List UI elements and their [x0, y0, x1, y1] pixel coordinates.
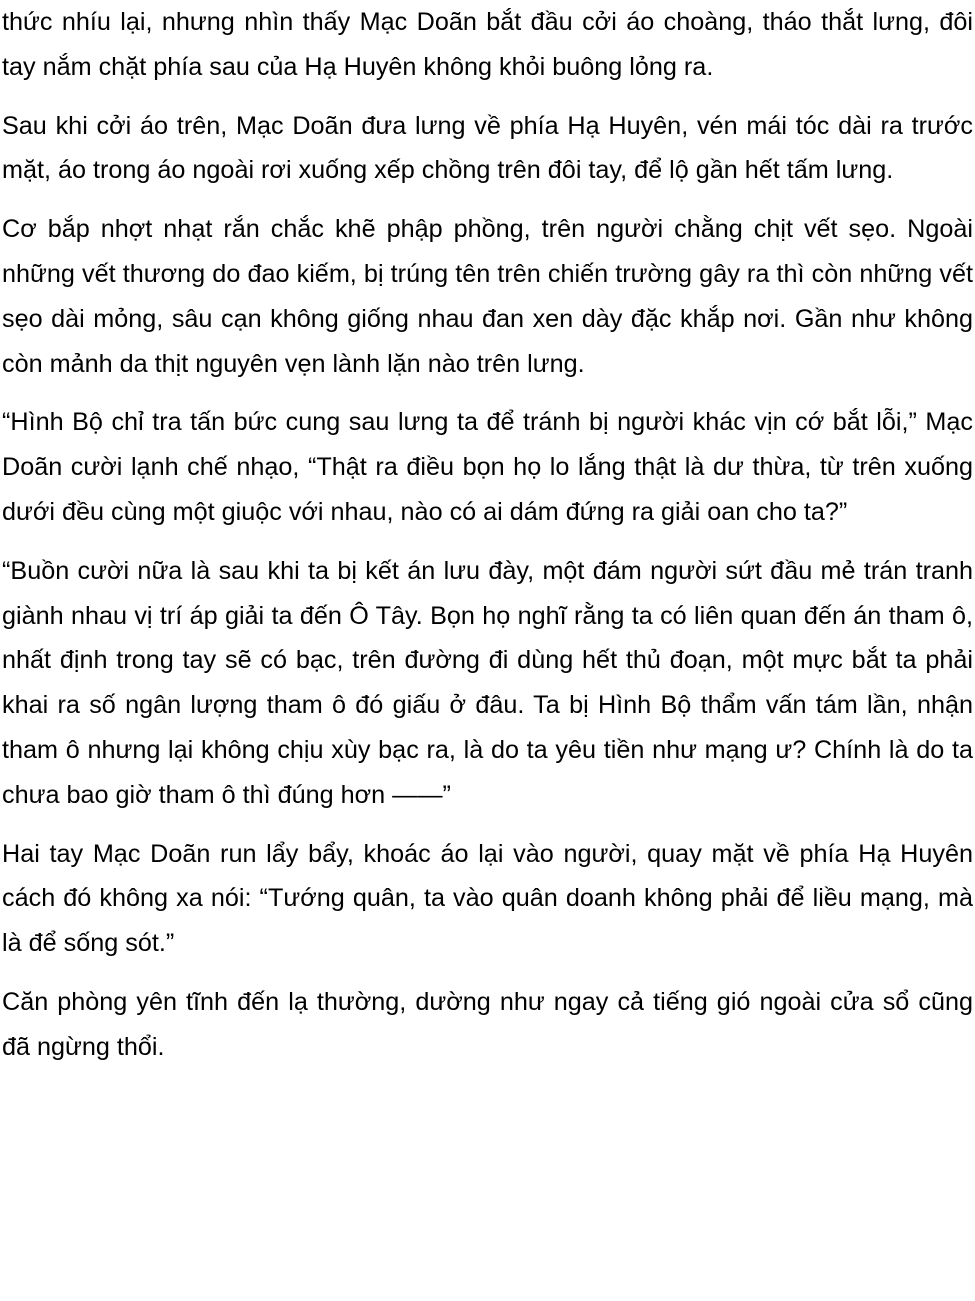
paragraph-6: Hai tay Mạc Doãn run lẩy bẩy, khoác áo lại vào người, quay mặt về phía Hạ Huyên cách đó không xa nói: “Tướng quân, ta vào quân doanh không phải để liều mạng, mà là để sống sót.” — [2, 839, 973, 958]
paragraph-2: Sau khi cởi áo trên, Mạc Doãn đưa lưng về phía Hạ Huyên, vén mái tóc dài ra trước mặt, áo trong áo ngoài rơi xuống xếp chồng trên đôi tay, để lộ gần hết tấm lưng. — [2, 111, 973, 185]
paragraph-5: “Buồn cười nữa là sau khi ta bị kết án lưu đày, một đám người sứt đầu mẻ trán tranh giành nhau vị trí áp giải ta đến Ô Tây. Bọn họ nghĩ rằng ta có liên quan đến án tham ô, nhất định trong tay sẽ có bạc, trên đường đi dùng hết thủ đoạn, một mực bắt ta phải khai ra số ngân lượng tham ô đó giấu ở đâu. Ta bị Hình Bộ thẩm vấn tám lần, nhận tham ô nhưng lại không chịu xùy bạc ra, là do ta yêu tiền như mạng ư? Chính là do ta chưa bao giờ tham ô thì đúng hơn ——” — [2, 556, 973, 809]
paragraph-7: Căn phòng yên tĩnh đến lạ thường, dường như ngay cả tiếng gió ngoài cửa sổ cũng đã ngừng thổi. — [2, 987, 973, 1061]
paragraph-1: thức nhíu lại, nhưng nhìn thấy Mạc Doãn bắt đầu cởi áo choàng, tháo thắt lưng, đôi tay nắm chặt phía sau của Hạ Huyên không khỏi buông lỏng ra. — [2, 8, 973, 81]
paragraph-3: Cơ bắp nhợt nhạt rắn chắc khẽ phập phồng, trên người chằng chịt vết sẹo. Ngoài những vết thương do đao kiếm, bị trúng tên trên chiến trường gây ra thì còn những vết sẹo dài mỏng, sâu cạn không giống nhau đan xen dày đặc khắp nơi. Gần như không còn mảnh da thịt nguyên vẹn lành lặn nào trên lưng. — [2, 215, 973, 378]
paragraph-4: “Hình Bộ chỉ tra tấn bức cung sau lưng ta để tránh bị người khác vịn cớ bắt lỗi,” Mạc Doãn cười lạnh chế nhạo, “Thật ra điều bọn họ lo lắng thật là dư thừa, từ trên xuống dưới đều cùng một giuộc với nhau, nào có ai dám đứng ra giải oan cho ta?” — [2, 408, 973, 526]
